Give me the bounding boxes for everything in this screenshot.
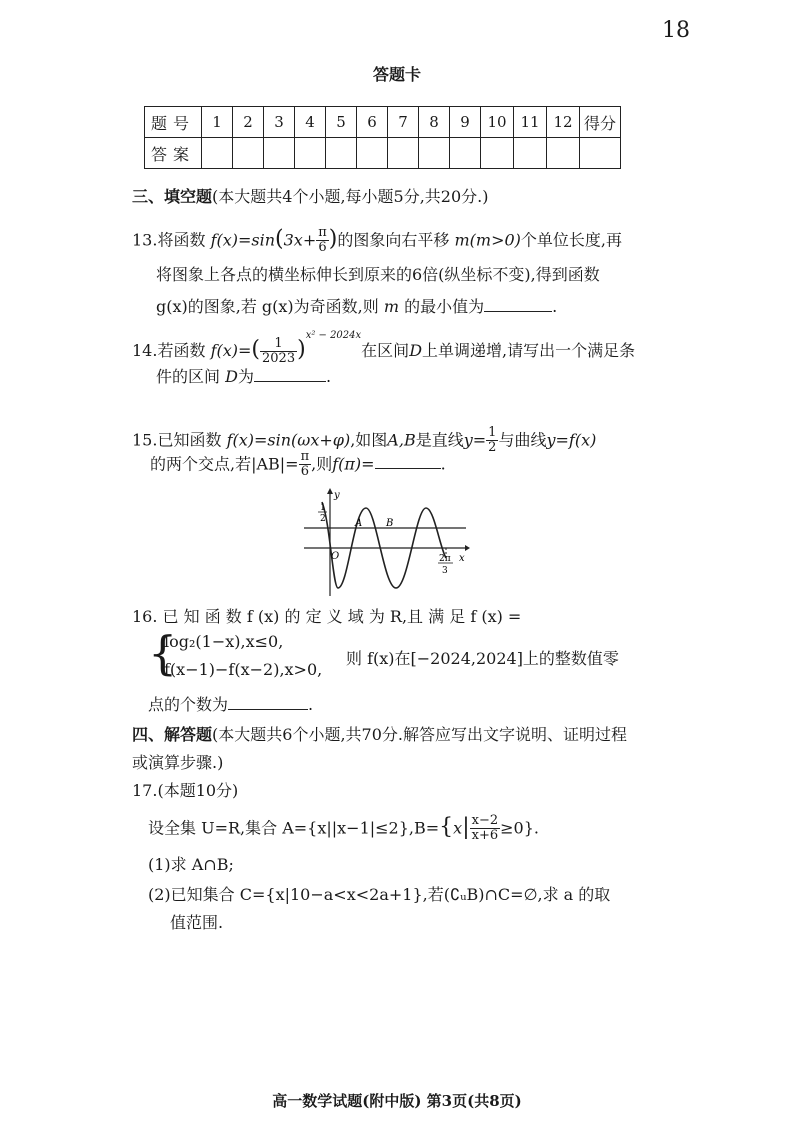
- q13-line-3: [156, 294, 557, 317]
- graph-tick-den: 3: [442, 566, 448, 576]
- x-axis-arrow: [465, 545, 470, 551]
- q13-number: 13.: [132, 230, 158, 250]
- q14-text-b: 在区间: [361, 341, 410, 360]
- q17-part-2-line-2: 值范围.: [170, 913, 224, 932]
- section-3-heading: [132, 184, 488, 207]
- question-number-cell: 3: [264, 107, 295, 138]
- page-footer: 高一数学试题(附中版) 第3页(共8页): [272, 1092, 522, 1110]
- q14-line-2b: 为: [237, 367, 254, 386]
- graph-half-num: 1: [320, 503, 326, 513]
- question-number-cell: 5: [326, 107, 357, 138]
- q15-end: .: [440, 454, 446, 474]
- score-header: 得分: [580, 107, 621, 138]
- section-4-heading: [132, 722, 627, 745]
- question-number-cell: 11: [514, 107, 547, 138]
- answer-cell[interactable]: [419, 138, 450, 169]
- graph-y-label: y: [334, 490, 340, 501]
- q15-answer-blank[interactable]: [375, 454, 441, 469]
- q14-answer-blank[interactable]: [254, 367, 326, 382]
- q13-function: f(x)=sin: [210, 230, 276, 250]
- q15-text-c: 是直线: [415, 430, 464, 450]
- q16-text-1: 已 知 函 数 f (x) 的 定 义 域 为 R,且 满 足 f (x) =: [162, 607, 522, 626]
- section-4-note-1: (本大题共6个小题,共70分.解答应写出文字说明、证明过程: [212, 725, 627, 744]
- q14-base-fraction: $\frac{1}{2023}$: [262, 335, 296, 366]
- graph-point-B: B: [386, 518, 394, 529]
- q14-line-2: [156, 364, 331, 387]
- q15-function: f(x)=sin(ωx+φ): [226, 430, 351, 450]
- answer-header: 答案: [145, 138, 202, 169]
- q15-number: 15.: [132, 430, 158, 450]
- score-cell[interactable]: [580, 138, 621, 169]
- q17-part-1: (1)求 A∩B;: [148, 855, 234, 874]
- question-number-cell: 4: [295, 107, 326, 138]
- q14-function: f(x)=: [210, 341, 252, 360]
- q16-brace: {: [148, 626, 178, 680]
- q17-set-line: 设全集 U=R,集合 A={x||x−1|≤2},B={x| $\frac{x-2}{x+6}$ ≥0}.: [148, 813, 539, 844]
- graph-x-label: x: [459, 553, 465, 564]
- q14-line-1: 14.若函数 f(x)=( $\frac{1}{2023}$ )$^{x^2 - 2024x}$在区间D上单调递增,请写出一个满足条: [132, 330, 636, 366]
- answer-cell[interactable]: [295, 138, 326, 169]
- graph-tick-num: 2π: [439, 554, 451, 564]
- q16-tail: 则 f(x)在[−2024,2024]上的整数值零: [346, 649, 619, 668]
- q17-B-tail: ≥0}.: [500, 818, 539, 838]
- q15-text-d: 与曲线: [498, 430, 547, 450]
- q13-line-2: 将图象上各点的横坐标伸长到原来的6倍(纵坐标不变),得到函数: [156, 265, 600, 284]
- question-number-header: 题号: [145, 107, 202, 138]
- answer-cell[interactable]: [547, 138, 580, 169]
- q15-y: y=: [463, 430, 487, 450]
- page-number: 18: [662, 18, 690, 43]
- q15-line-2b: ,则: [311, 454, 333, 474]
- q13-arg: 3x+: [283, 230, 317, 250]
- q15-yf: y=f(x): [546, 430, 597, 450]
- q16-end: .: [308, 695, 314, 714]
- q16-number: 16.: [132, 607, 158, 626]
- q15-line-2a: 的两个交点,若|AB|=: [150, 454, 299, 474]
- section-4-note-2: 或演算步骤.): [132, 753, 224, 772]
- answer-table-row-numbers: [145, 107, 621, 138]
- question-number-cell: 2: [233, 107, 264, 138]
- answer-cell[interactable]: [388, 138, 419, 169]
- q17-header: 17.(本题10分): [132, 781, 239, 800]
- q13-text-c: 个单位长度,再: [520, 230, 622, 250]
- q15-one-half: $\frac{1}{2}$: [488, 425, 497, 456]
- graph-point-A: A: [355, 518, 363, 529]
- q15-pi-over-6: $\frac{\pi}{6}$: [300, 449, 310, 480]
- q15-text-b: ,如图: [350, 430, 388, 450]
- q15-f-pi: f(π)=: [332, 454, 375, 474]
- graph-half-den: 2: [320, 514, 326, 524]
- question-number-cell: 10: [481, 107, 514, 138]
- question-number-cell: 8: [419, 107, 450, 138]
- answer-cell[interactable]: [264, 138, 295, 169]
- answer-cell[interactable]: [202, 138, 233, 169]
- q16-line-3: [148, 692, 313, 715]
- q13-end: .: [552, 297, 558, 316]
- sine-graph: [300, 488, 470, 600]
- q13-text-a: 将函数: [157, 230, 206, 250]
- q16-case-1: log₂(1−x),x≤0,: [164, 632, 284, 651]
- section-4-title: 四、解答题: [132, 725, 213, 744]
- q14-line-2-D: D: [225, 367, 238, 386]
- y-axis-arrow: [327, 488, 333, 494]
- q14-D: D: [409, 341, 423, 360]
- answer-card-title: 答题卡: [372, 65, 421, 84]
- answer-cell[interactable]: [481, 138, 514, 169]
- answer-cell[interactable]: [450, 138, 481, 169]
- q13-line-3b: 的最小值为: [404, 297, 485, 316]
- q14-number: 14.: [132, 341, 158, 360]
- q16-line-3-text: 点的个数为: [148, 695, 229, 714]
- question-number-cell: 6: [357, 107, 388, 138]
- answer-table: [144, 106, 621, 169]
- section-3-note: (本大题共4个小题,每小题5分,共20分.): [212, 187, 489, 206]
- question-number-cell: 12: [547, 107, 580, 138]
- q14-line-2a: 件的区间: [156, 367, 221, 386]
- q13-answer-blank[interactable]: [484, 297, 552, 312]
- q15-AB: A,B: [387, 430, 416, 450]
- q15-line-2: [150, 450, 446, 480]
- question-number-cell: 1: [202, 107, 233, 138]
- q15-text-a: 已知函数: [157, 430, 222, 450]
- q16-answer-blank[interactable]: [228, 695, 308, 710]
- q13-text-b: 的图象向右平移: [337, 230, 450, 250]
- q13-line-3a: g(x)的图象,若 g(x)为奇函数,则: [156, 297, 379, 316]
- q14-end: .: [325, 367, 332, 386]
- q17-part-2-line-1: (2)已知集合 C={x|10−a<x<2a+1},若(∁ᵤB)∩C=∅,求 a 的取: [148, 885, 611, 904]
- q13-m: m(m>0): [454, 230, 521, 250]
- q14-text-c: 上单调递增,请写出一个满足条: [422, 341, 636, 360]
- answer-table-row-answers: [145, 138, 621, 169]
- section-3-title: 三、填空题: [132, 187, 213, 206]
- q13-line-3-m: m: [383, 297, 400, 316]
- sine-curve: [322, 502, 446, 588]
- answer-cell[interactable]: [326, 138, 357, 169]
- question-number-cell: 9: [450, 107, 481, 138]
- answer-cell[interactable]: [233, 138, 264, 169]
- q13-pi-over-6: $\frac{\pi}{6}$: [318, 225, 327, 256]
- q14-text-a: 若函数: [157, 341, 206, 360]
- q14-exponent: x² − 2024x: [305, 330, 362, 341]
- question-number-cell: 7: [388, 107, 419, 138]
- answer-cell[interactable]: [357, 138, 388, 169]
- q17-set-text: 设全集 U=R,集合 A={x||x−1|≤2},B=: [148, 818, 440, 838]
- q16-line-1: [132, 604, 521, 627]
- answer-cell[interactable]: [514, 138, 547, 169]
- q17-B-fraction: $\frac{x-2}{x+6}$: [471, 813, 499, 844]
- q13-line-1: 13.将函数 f(x)=sin(3x+ $\frac{\pi}{6}$ )的图象向右平移 m(m>0)个单位长度,再: [132, 225, 622, 256]
- graph-origin: O: [331, 551, 340, 562]
- q16-case-2: f(x−1)−f(x−2),x>0,: [164, 660, 323, 679]
